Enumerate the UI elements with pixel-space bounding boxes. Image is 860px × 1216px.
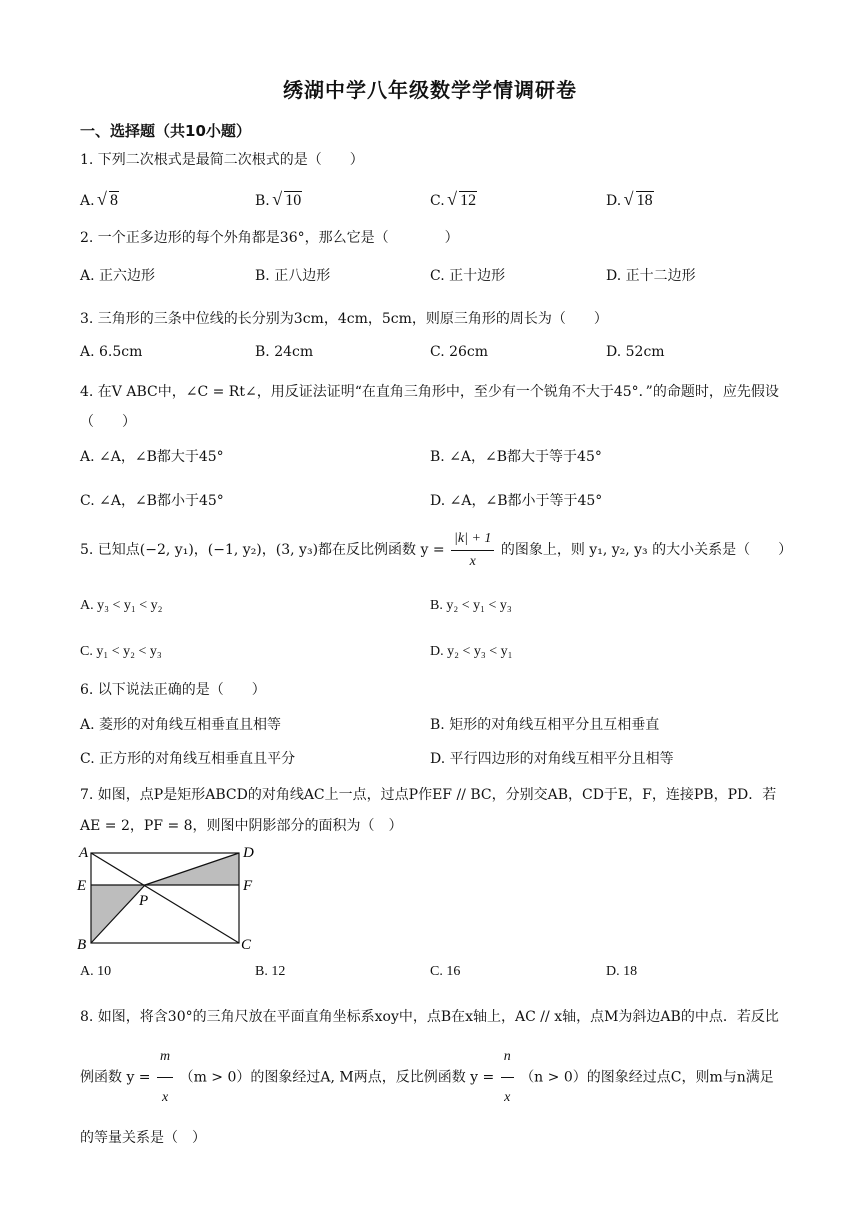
label-e: E (77, 878, 87, 894)
question-8-stem: 8. 如图，将含30°的三角尺放在平面直角坐标系xoy中，点B在x轴上，AC // x轴，点M为斜边AB的中点．若反比例函数 y = $\frac{m}{x}$ （m > 0）的图象经过A, M两点，反比例函数 y = $\frac{n}{x}$ （n > 0）的图象经过点C，则m与n满足的等量关系是（ ） (80, 1009, 779, 1146)
option-c[interactable]: C. 26cm (430, 344, 489, 360)
sqrt-18: √ 18 (626, 192, 654, 210)
sqrt-12: √ 12 (449, 192, 477, 210)
question-4-stem: 4. 在V ABC中，∠C = Rt∠，用反证法证明“在直角三角形中，至少有一个锐角不大于45°．”的命题时，应先假设（ ） (80, 384, 779, 430)
option-d[interactable]: D. y₂ < y₃ < y₁ (430, 644, 513, 659)
label-b: B (77, 937, 87, 953)
option-c[interactable]: C. 正方形的对角线互相垂直且平分 (80, 751, 296, 767)
sqrt-8: √ 8 (99, 192, 119, 210)
question-7-stem: 7. 如图，点P是矩形ABCD的对角线AC上一点，过点P作EF // BC，分别交AB，CD于E，F，连接PB，PD．若AE = 2，PF = 8，则图中阴影部分的面积为（ ） (80, 787, 777, 834)
option-a[interactable]: A. 6.5cm (80, 344, 143, 360)
option-a[interactable]: A. √ 8 (80, 192, 119, 210)
option-d[interactable]: D. √ 18 (606, 192, 654, 210)
option-b[interactable]: B. 正八边形 (255, 268, 331, 284)
option-c[interactable]: C. √ 12 (430, 192, 477, 210)
option-b[interactable]: B. ∠A，∠B都大于等于45° (430, 449, 602, 465)
label-c: C (241, 937, 252, 953)
question-3-options (80, 344, 785, 368)
option-b[interactable]: B. 矩形的对角线互相平分且互相垂直 (430, 717, 660, 733)
option-c[interactable]: C. 正十边形 (430, 268, 506, 284)
question-2-options (80, 265, 785, 289)
rectangle-figure (75, 843, 265, 955)
option-d[interactable]: D. 正十二边形 (606, 268, 696, 284)
question-3-stem: 3. 三角形的三条中位线的长分别为3cm，4cm，5cm，则原三角形的周长为（ ） (80, 311, 608, 327)
option-c[interactable]: C. y₁ < y₂ < y₃ (80, 644, 162, 659)
question-6-options-row1 (80, 714, 785, 738)
option-d[interactable]: D. 52cm (606, 344, 665, 360)
question-1-stem: 1. 下列二次根式是最简二次根式的是（ ） (80, 152, 364, 168)
option-c[interactable]: C. 16 (430, 964, 461, 979)
option-b[interactable]: B. y₂ < y₁ < y₃ (430, 598, 512, 613)
fraction-k-over-x: $\frac{|k| + 1}{x}$ (451, 528, 494, 572)
question-2-stem: 2. 一个正多边形的每个外角都是36°，那么它是（ ） (80, 230, 459, 246)
sqrt-10: √ 10 (274, 192, 302, 210)
label-d: D (243, 845, 254, 861)
question-4-options-row1 (80, 446, 785, 470)
question-4-options-row2 (80, 490, 785, 514)
option-a[interactable]: A. 正六边形 (80, 268, 156, 284)
question-6-options-row2 (80, 748, 785, 772)
question-5-options-row2 (80, 644, 785, 668)
fraction-m-over-x: $\frac{m}{x}$ (157, 1037, 173, 1118)
option-b[interactable]: B. 12 (255, 964, 286, 979)
option-d[interactable]: D. 18 (606, 964, 638, 979)
option-d[interactable]: D. 平行四边形的对角线互相平分且相等 (430, 751, 674, 767)
section-heading: 一、选择题（共10小题） (80, 122, 251, 140)
option-b[interactable]: B. 24cm (255, 344, 314, 360)
option-b[interactable]: B. √ 10 (255, 192, 302, 210)
option-d[interactable]: D. ∠A，∠B都小于等于45° (430, 493, 603, 509)
label-f: F (243, 878, 253, 894)
option-a[interactable]: A. 10 (80, 964, 112, 979)
option-a[interactable]: A. ∠A，∠B都大于45° (80, 449, 224, 465)
question-5-stem: 5. 已知点(−2, y₁)，(−1, y₂)，(3, y₃)都在反比例函数 y = $\frac{|k| + 1}{x}$ 的图象上，则 y₁, y₂, y₃ 的大小关系是（ ） (80, 528, 785, 572)
fraction-n-over-x: $\frac{n}{x}$ (501, 1037, 514, 1118)
option-c[interactable]: C. ∠A，∠B都小于45° (80, 493, 224, 509)
label-a: A (79, 845, 89, 861)
question-1-options (80, 192, 785, 216)
page-title: 绣湖中学八年级数学学情调研卷 (283, 78, 577, 102)
option-a[interactable]: A. 菱形的对角线互相垂直且相等 (80, 717, 282, 733)
question-7-options (80, 964, 785, 988)
option-a[interactable]: A. y₃ < y₁ < y₂ (80, 598, 163, 613)
question-6-stem: 6. 以下说法正确的是（ ） (80, 682, 266, 698)
question-5-options-row1 (80, 598, 785, 622)
label-p: P (139, 893, 149, 909)
